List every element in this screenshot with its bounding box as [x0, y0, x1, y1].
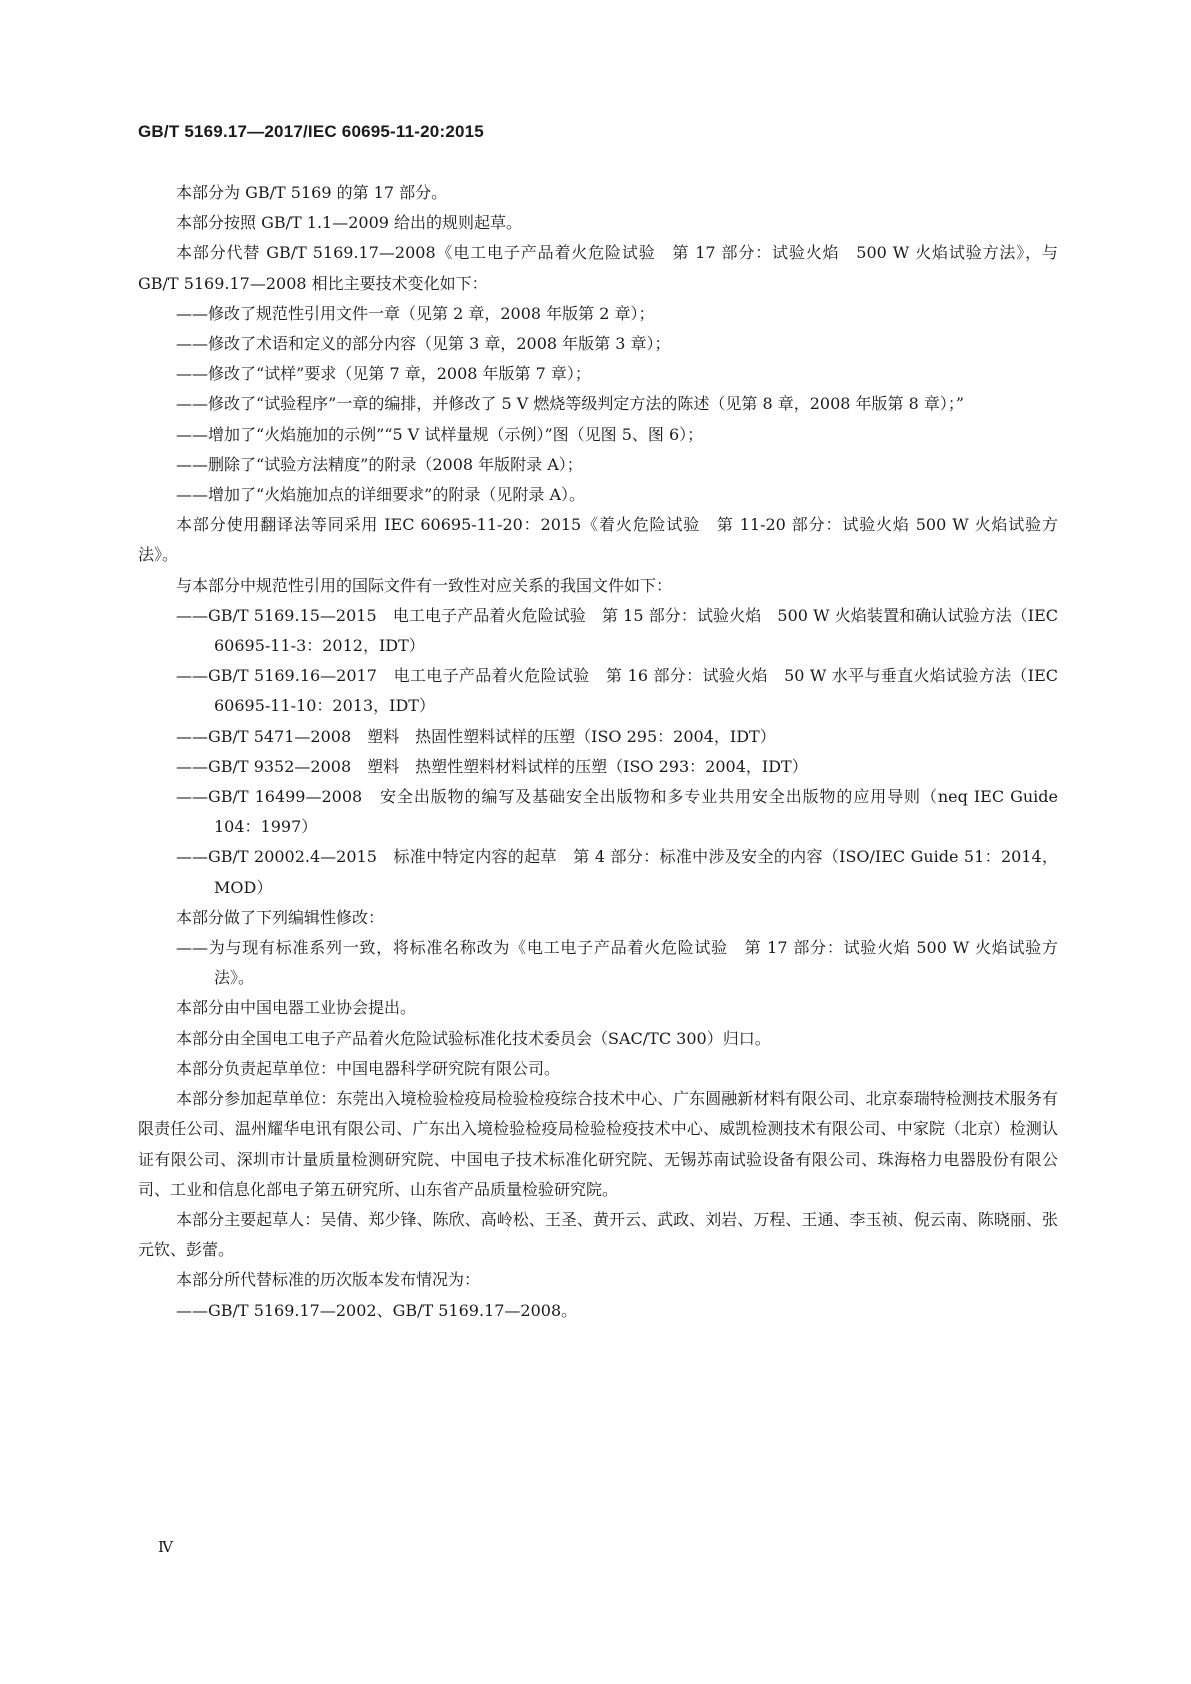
- list-item-reference: ——GB/T 16499—2008 安全出版物的编写及基础安全出版物和多专业共用安全出版物的应用导则（neq IEC Guide 104：1997）: [176, 787, 1058, 837]
- paragraph-previous-editions: 本部分所代替标准的历次版本发布情况为：: [176, 1270, 481, 1290]
- paragraph-participating-drafters: 本部分参加起草单位：东莞出入境检验检疫局检验检疫综合技术中心、广东圆融新材料有限公司、北京泰瑞特检测技术服务有限责任公司、温州耀华电讯有限公司、广东出入境检验检疫局检验检疫技术中心、威凯检测技术有限公司、中家院（北京）检测认证有限公司、深圳市计量质量检测研究院、中国电子技术标准化研究院、无锡苏南试验设备有限公司、珠海格力电器股份有限公司、工业和信息化部电子第五研究所、山东省产品质量检验研究院。: [138, 1089, 1058, 1199]
- list-item-change: ——删除了“试验方法精度”的附录（2008 年版附录 A）；: [176, 454, 583, 474]
- list-item-previous-edition: ——GB/T 5169.17—2002、GB/T 5169.17—2008。: [176, 1300, 578, 1320]
- list-item-change: ——增加了“火焰施加的示例”“5 V 试样量规（示例）”图（见图 5、图 6）；: [176, 424, 704, 444]
- standard-code-header: GB/T 5169.17—2017/IEC 60695-11-20:2015: [138, 122, 484, 141]
- paragraph-centralized-by: 本部分由全国电工电子产品着火危险试验标准化技术委员会（SAC/TC 300）归口。: [176, 1028, 771, 1048]
- list-item-change: ——修改了“试验程序”一章的编排，并修改了 5 V 燃烧等级判定方法的陈述（见第 8 章，2008 年版第 8 章）；”: [176, 394, 965, 414]
- list-item-reference: ——GB/T 5471—2008 塑料 热固性塑料试样的压塑（ISO 295：2004，IDT）: [176, 726, 776, 746]
- list-item-editorial-change: ——为与现有标准系列一致，将标准名称改为《电工电子产品着火危险试验 第 17 部分：试验火焰 500 W 火焰试验方法》。: [176, 938, 1058, 988]
- paragraph-adoption: 本部分使用翻译法等同采用 IEC 60695-11-20：2015《着火危险试验 第 11-20 部分：试验火焰 500 W 火焰试验方法》。: [138, 515, 1058, 565]
- list-item-reference: ——GB/T 5169.15—2015 电工电子产品着火危险试验 第 15 部分：试验火焰 500 W 火焰装置和确认试验方法（IEC 60695-11-3：2012，IDT）: [176, 605, 1058, 656]
- paragraph-editorial-changes: 本部分做了下列编辑性修改：: [176, 907, 385, 927]
- list-item-change: ——修改了术语和定义的部分内容（见第 3 章，2008 年版第 3 章）；: [176, 334, 671, 354]
- page-number: Ⅳ: [158, 1540, 173, 1556]
- list-item-change: ——修改了规范性引用文件一章（见第 2 章，2008 年版第 2 章）；: [176, 303, 655, 323]
- list-item-change: ——修改了“试样”要求（见第 7 章，2008 年版第 7 章）；: [176, 364, 591, 384]
- paragraph-drafting-rules: 本部分按照 GB/T 1.1—2009 给出的规则起草。: [176, 213, 523, 233]
- paragraph-responsible-drafter: 本部分负责起草单位：中国电器科学研究院有限公司。: [176, 1058, 561, 1078]
- list-item-change: ——增加了“火焰施加点的详细要求”的附录（见附录 A）。: [176, 485, 586, 505]
- paragraph-main-drafters: 本部分主要起草人：吴倩、郑少锋、陈欣、高岭松、王圣、黄开云、武政、刘岩、万程、王通、李玉祯、倪云南、陈晓丽、张元钦、彭蕾。: [138, 1209, 1058, 1260]
- paragraph-part-number: 本部分为 GB/T 5169 的第 17 部分。: [176, 183, 448, 202]
- list-item-reference: ——GB/T 5169.16—2017 电工电子产品着火危险试验 第 16 部分：试验火焰 50 W 水平与垂直火焰试验方法（IEC 60695-11-10：2013，IDT）: [176, 666, 1058, 716]
- list-item-reference: ——GB/T 20002.4—2015 标准中特定内容的起草 第 4 部分：标准中涉及安全的内容（ISO/IEC Guide 51：2014，MOD）: [176, 847, 1058, 897]
- list-item-reference: ——GB/T 9352—2008 塑料 热塑性塑料材料试样的压塑（ISO 293：2004，IDT）: [176, 756, 808, 776]
- paragraph-correspondence: 与本部分中规范性引用的国际文件有一致性对应关系的我国文件如下：: [176, 575, 673, 595]
- paragraph-replaces: 本部分代替 GB/T 5169.17—2008《电工电子产品着火危险试验 第 17 部分：试验火焰 500 W 火焰试验方法》，与 GB/T 5169.17—2008 相比主要技术变化如下：: [138, 243, 1058, 293]
- foreword-body: [138, 178, 1058, 1326]
- paragraph-proposed-by: 本部分由中国电器工业协会提出。: [176, 998, 417, 1018]
